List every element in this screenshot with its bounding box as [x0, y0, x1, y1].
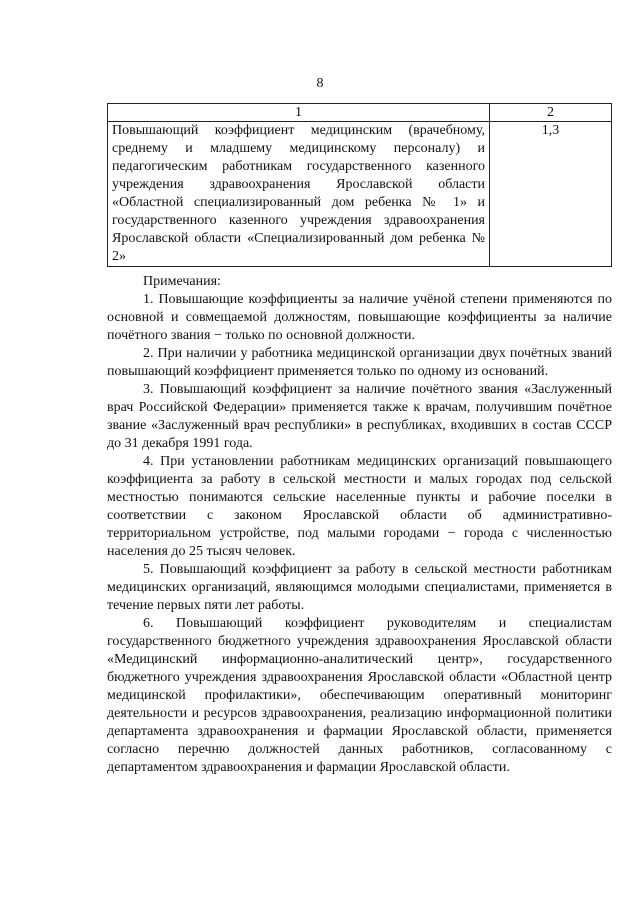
column-header-1: 1 — [108, 104, 490, 122]
coefficient-table — [107, 103, 612, 267]
table-cell-value: 1,3 — [490, 122, 612, 267]
notes-title: Примечания: — [143, 274, 221, 289]
note-item: 3. Повышающий коэффициент за наличие почётного звания «Заслуженный врач Российской Федерации» применяется также к врачам, получившим почётное звание «Заслуженный врач республики» в республиках, входивших в состав СССР до 31 декабря 1991 года. — [107, 382, 612, 451]
table-cell-description — [108, 122, 490, 267]
table-header-row — [108, 104, 612, 122]
table-row — [108, 122, 612, 267]
notes-section — [107, 273, 612, 777]
note-item: 2. При наличии у работника медицинской организации двух почётных званий повышающий коэффициент применяется только по одному из оснований. — [107, 346, 612, 379]
note-item: 6. Повышающий коэффициент руководителям и специалистам государственного бюджетного учреждения здравоохранения Ярославской области «Медицинский информационно-аналитический центр», государственного бюджетного учреждения здравоохранения Ярославской области «Областной центр медицинской профилактики», обеспечивающим оперативный мониторинг деятельности и ресурсов здравоохранения, реализацию информационной политики департамента здравоохранения и фармации Ярославской области, применяется согласно перечню должностей данных работников, согласованному с департаментом здравоохранения и фармации Ярославской области. — [107, 616, 612, 775]
note-item: 1. Повышающие коэффициенты за наличие учёной степени применяются по основной и совмещаемой должностям, повышающие коэффициенты за наличие почётного звания − только по основной должности. — [107, 292, 612, 343]
note-item: 4. При установлении работникам медицинских организаций повышающего коэффициента за работу в сельской местности и малых городах под сельской местностью понимаются сельские населенные пункты и рабочие поселки в соответствии с законом Ярославской области об административно-территориальном устройстве, под малыми городами − города с численностью населения до 25 тысяч человек. — [107, 454, 612, 559]
page-number: 8 — [316, 76, 324, 91]
note-item: 5. Повышающий коэффициент за работу в сельской местности работникам медицинских организаций, являющимся молодыми специалистами, применяется в течение первых пяти лет работы. — [107, 562, 612, 613]
row-description: Повышающий коэффициент медицинским (врачебному, среднему и младшему медицинскому персоналу) и педагогическим работникам государственного казенного учреждения здравоохранения Ярославской области «Областной специализированный дом ребенка № 1» и государственного казенного учреждения здравоохранения Ярославской области «Специализированный дом ребенка № 2» — [112, 123, 485, 264]
column-header-2: 2 — [490, 104, 612, 122]
